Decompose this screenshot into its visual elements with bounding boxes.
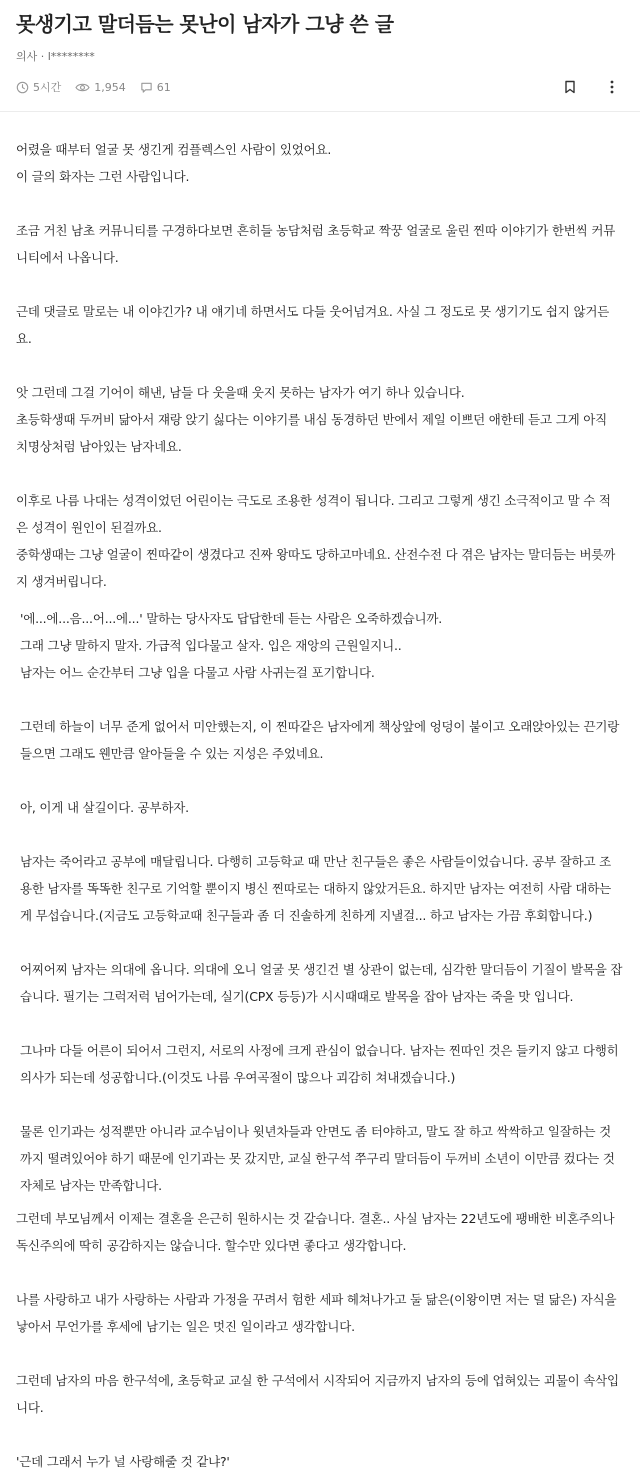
body-line: 아, 이게 내 살길이다. 공부하자. <box>20 800 189 815</box>
body-line: '근데 그래서 누가 널 사랑해줄 것 같냐?' <box>16 1454 230 1469</box>
more-button[interactable] <box>600 75 624 99</box>
bookmark-icon <box>564 80 576 94</box>
views-stat <box>75 81 126 94</box>
body-line: 물론 인기과는 성적뿐만 아니라 교수님이나 윗년차들과 안면도 좀 터야하고, 말도 잘 하고 싹싹하고 일잘하는 것 <box>20 1124 611 1139</box>
body-line: 남자는 어느 순간부터 그냥 입을 다물고 사람 사귀는걸 포기합니다. <box>20 665 375 680</box>
views-text: 1,954 <box>94 80 126 94</box>
clock-icon <box>16 81 29 94</box>
body-line: 들으면 그래도 웬만큼 알아들을 수 있는 지성은 주었네요. <box>20 746 324 761</box>
eye-icon <box>75 81 90 94</box>
comments-text: 61 <box>156 80 171 94</box>
body-line: 치명상처럼 남아있는 남자네요. <box>16 439 182 454</box>
body-line: 낳아서 무언가를 후세에 남기는 일은 멋진 일이라고 생각합니다. <box>16 1319 355 1334</box>
comment-icon <box>140 81 153 94</box>
more-vertical-icon <box>610 80 614 94</box>
body-line: 니티에서 나옵니다. <box>16 250 119 265</box>
post-author[interactable]: 의사 · l******** <box>16 50 95 63</box>
post-body <box>0 112 640 1475</box>
body-line: '에...에...음...어...에...' 말하는 당사자도 답답한데 듣는 사람은 오죽하겠습니까. <box>20 611 442 626</box>
comments-stat[interactable] <box>140 81 171 94</box>
time-text: 5시간 <box>33 81 62 94</box>
body-line: 독신주의에 딱히 공감하지는 않습니다. 할수만 있다면 좋다고 생각합니다. <box>16 1238 407 1253</box>
body-line: 초등학생때 두꺼비 닮아서 쟤랑 앉기 싫다는 이야기를 내심 동경하던 반에서 제일 이쁘던 애한테 듣고 그게 아직 <box>16 412 607 427</box>
body-line: 그래 그냥 말하지 말자. 가급적 입다물고 살자. 입은 재앙의 근원일지니.. <box>20 638 402 653</box>
body-line: 이후로 나름 나대는 성격이었던 어린이는 극도로 조용한 성격이 됩니다. 그리고 그렇게 생긴 소극적이고 말 수 적 <box>16 493 611 508</box>
body-line: 의사가 되는데 성공합니다.(이것도 나름 우여곡절이 많으나 괴감히 쳐내겠습니다.) <box>20 1070 456 1085</box>
body-line: 은 성격이 원인이 된걸까요. <box>16 520 162 535</box>
body-line: 습니다. 필기는 그럭저럭 넘어가는데, 실기(CPX 등등)가 시시때때로 발목을 잡아 남자는 죽을 맛 입니다. <box>20 989 574 1004</box>
body-line: 그런데 부모님께서 이제는 결혼을 은근히 원하시는 것 같습니다. 결혼.. 사실 남자는 22년도에 팽배한 비혼주의나 <box>16 1211 615 1226</box>
body-line: 중학생때는 그냥 얼굴이 찐따같이 생겼다고 진짜 왕따도 당하고마네요. 산전수전 다 겪은 남자는 말더듬는 버릇까 <box>16 547 616 562</box>
body-line: 어찌어찌 남자는 의대에 옵니다. 의대에 오니 얼굴 못 생긴건 별 상관이 없는데, 심각한 말더듬이 기질이 발목을 잡 <box>20 962 623 977</box>
bookmark-button[interactable] <box>558 75 582 99</box>
body-line: 조금 거친 남초 커뮤니티를 구경하다보면 흔히들 농담처럼 초등학교 짝꿍 얼굴로 울린 찐따 이야기가 한번씩 커뮤 <box>16 223 616 238</box>
post-header <box>0 0 640 99</box>
body-line: 근데 댓글로 말로는 내 이야긴가? 내 얘기네 하면서도 다들 웃어넘겨요. 사실 그 정도로 못 생기기도 쉽지 않거든 <box>16 304 610 319</box>
body-line: 용한 남자를 똑똑한 친구로 기억할 뿐이지 병신 찐따로는 대하지 않았거든요. 하지만 남자는 여전히 사람 대하는 <box>20 881 611 896</box>
body-line: 어렸을 때부터 얼굴 못 생긴게 컴플렉스인 사람이 있었어요. <box>16 142 332 157</box>
body-line: 이 글의 화자는 그런 사람입니다. <box>16 169 190 184</box>
body-line: 앗 그런데 그걸 기어이 해낸, 남들 다 웃을때 웃지 못하는 남자가 여기 하나 있습니다. <box>16 385 465 400</box>
body-line: 니다. <box>16 1400 44 1415</box>
body-line: 지 생겨버립니다. <box>16 574 107 589</box>
body-line: 요. <box>16 331 32 346</box>
body-line: 남자는 죽어라고 공부에 매달립니다. 다행히 고등학교 때 만난 친구들은 좋은 사람들이었습니다. 공부 잘하고 조 <box>20 854 611 869</box>
post-title: 못생기고 말더듬는 못난이 남자가 그냥 쓴 글 <box>16 12 394 36</box>
body-line: 나를 사랑하고 내가 사랑하는 사람과 가정을 꾸려서 험한 세파 헤쳐나가고 둘 닮은(이왕이면 저는 덜 닮은) 자식을 <box>16 1292 617 1307</box>
body-line: 게 무섭습니다.(지금도 고등학교때 친구들과 좀 더 진솔하게 친하게 지낼걸... 하고 남자는 가끔 후회합니다.) <box>20 908 593 923</box>
body-line: 그나마 다들 어른이 되어서 그런지, 서로의 사정에 크게 관심이 없습니다. 남자는 찐따인 것은 들키지 않고 다행히 <box>20 1043 619 1058</box>
body-line: 그런데 하늘이 너무 준게 없어서 미안했는지, 이 찐따같은 남자에게 책상앞에 엉덩이 붙이고 오래앉아있는 끈기랑 <box>20 719 620 734</box>
time-stat <box>16 79 61 95</box>
body-line: 까지 떨려있어야 하기 때문에 인기과는 못 갔지만, 교실 한구석 쭈구리 말더듬이 두꺼비 소년이 이만큼 컸다는 것 <box>20 1151 615 1166</box>
post-stats <box>16 75 624 99</box>
body-line: 그런데 남자의 마음 한구석에, 초등학교 교실 한 구석에서 시작되어 지금까지 남자의 등에 업혀있는 괴물이 속삭입 <box>16 1373 619 1388</box>
body-line: 자체로 남자는 만족합니다. <box>20 1178 162 1193</box>
